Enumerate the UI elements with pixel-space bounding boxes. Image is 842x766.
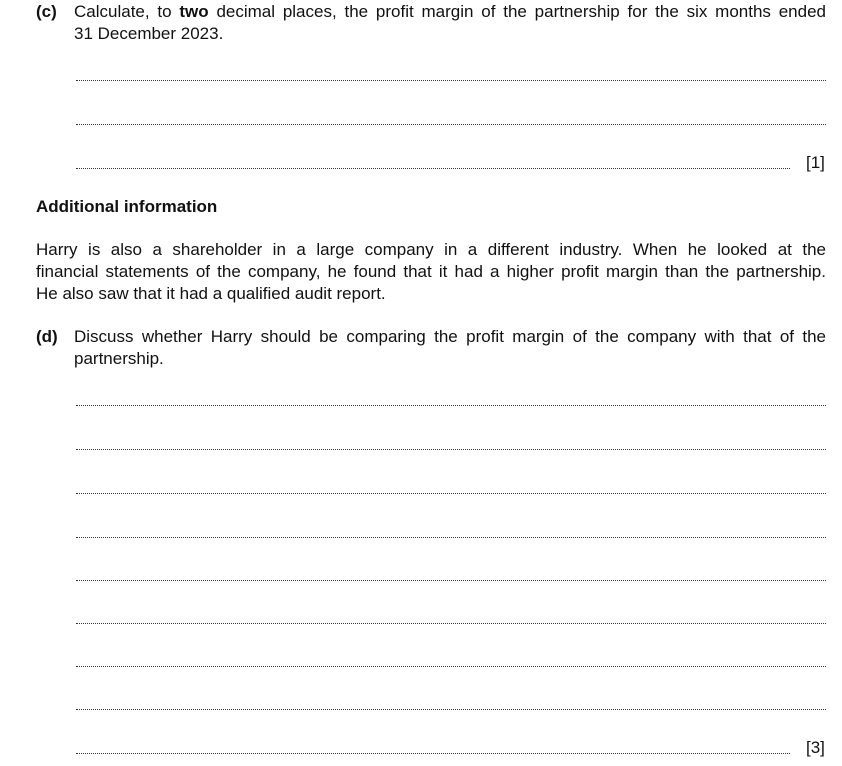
question-d-text (74, 326, 826, 370)
answer-line-d-6[interactable] (76, 623, 826, 624)
question-d-marks: [3] (806, 738, 825, 757)
additional-info-paragraph (36, 239, 826, 305)
answer-line-d-9[interactable] (76, 753, 790, 754)
additional-info-line-3: He also saw that it had a qualified audit report. (36, 284, 386, 303)
answer-line-d-5[interactable] (76, 580, 826, 581)
answer-line-d-2[interactable] (76, 449, 826, 450)
answer-line-d-3[interactable] (76, 493, 826, 494)
answer-line-d-8[interactable] (76, 709, 826, 710)
additional-info-line-2: financial statements of the company, he found that it had a higher profit margin than the partnership. (36, 262, 826, 281)
answer-line-c-2[interactable] (76, 124, 826, 125)
additional-info-line-1: Harry is also a shareholder in a large company in a different industry. When he looked at the (36, 240, 826, 259)
answer-line-c-3[interactable] (76, 168, 790, 169)
question-c-marks: [1] (806, 153, 825, 172)
answer-line-c-1[interactable] (76, 80, 826, 81)
question-c-text-post: decimal places, the profit margin of the partnership for the six months ended (208, 2, 826, 21)
question-d-line-2: partnership. (74, 349, 164, 368)
answer-line-d-4[interactable] (76, 537, 826, 538)
question-c-text-pre: Calculate, to (74, 2, 180, 21)
question-c-text-bold: two (179, 2, 209, 21)
question-d-label: (d) (36, 327, 58, 346)
question-d-line-1: Discuss whether Harry should be comparing the profit margin of the company with that of the (74, 327, 826, 346)
question-c-text (74, 1, 826, 45)
question-c-line-2: 31 December 2023. (74, 24, 224, 43)
answer-line-d-7[interactable] (76, 666, 826, 667)
question-c-line-1 (74, 1, 826, 23)
answer-line-d-1[interactable] (76, 405, 826, 406)
question-c-label: (c) (36, 2, 57, 21)
additional-info-heading: Additional information (36, 197, 218, 216)
